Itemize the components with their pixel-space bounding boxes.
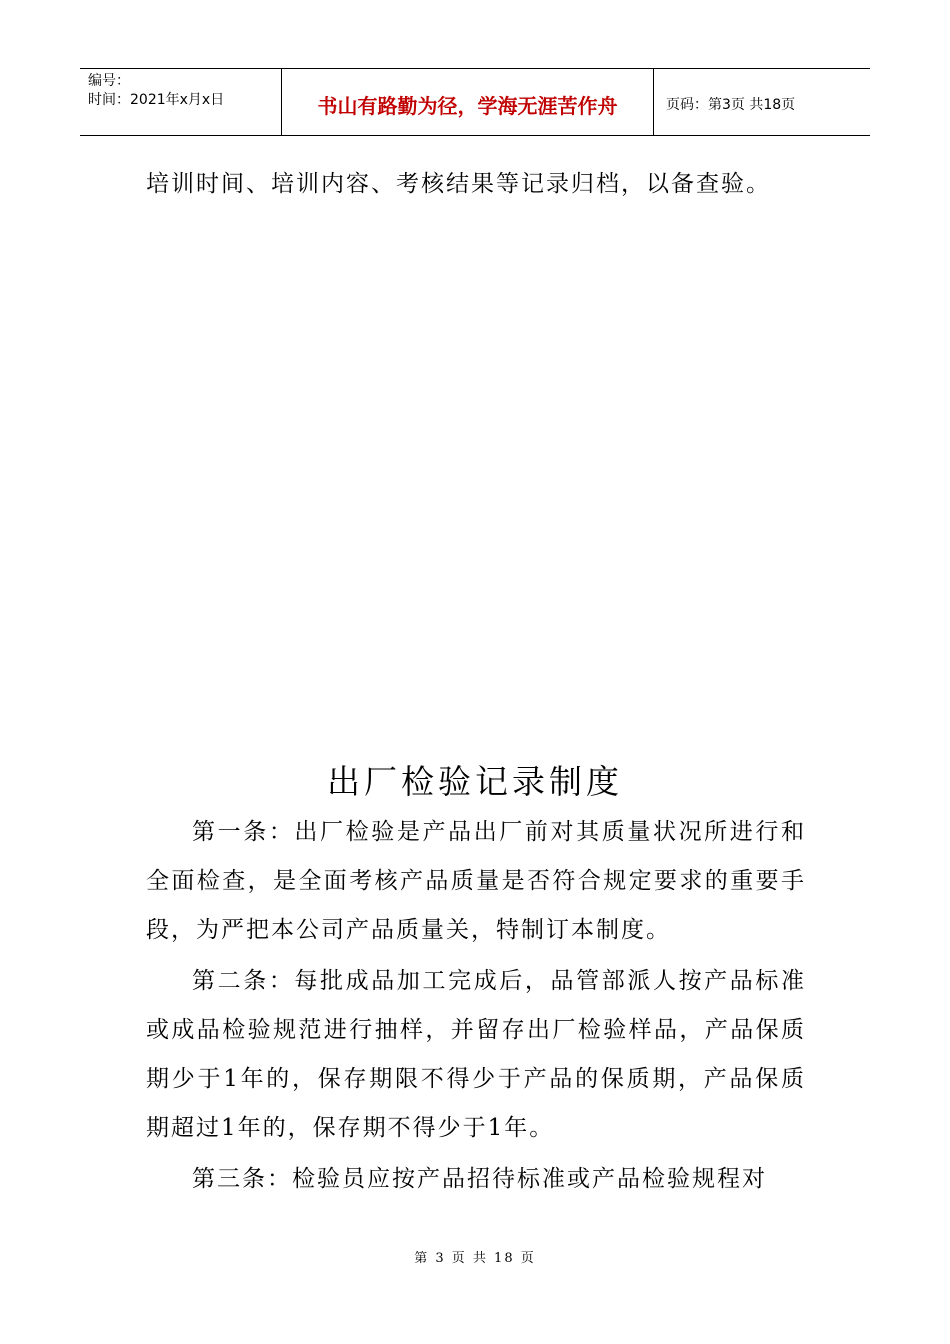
article-2: 第二条：每批成品加工完成后，品管部派人按产品标准或成品检验规范进行抽样，并留存出厂检验样品，产品保质期少于1年的，保存期限不得少于产品的保质期，产品保质期超过1年的，保存期不得少于1年。 <box>146 968 806 1141</box>
page-footer: 第 3 页 共 18 页 <box>414 1251 536 1266</box>
document-header <box>80 68 870 136</box>
number-label: 编号： <box>88 73 130 89</box>
article-3: 第三条：检验员应按产品招待标准或产品检验规程对 <box>192 1166 767 1192</box>
header-slogan: 书山有路勤为径，学海无涯苦作舟 <box>282 69 654 135</box>
intro-paragraph: 培训时间、培训内容、考核结果等记录归档，以备查验。 <box>146 171 771 197</box>
time-label: 时间：2021年x月x日 <box>88 92 225 108</box>
header-page-info: 页码：第3页 共18页 <box>666 97 796 113</box>
section-title: 出厂检验记录制度 <box>327 762 623 801</box>
article-1: 第一条：出厂检验是产品出厂前对其质量状况所进行和全面检查，是全面考核产品质量是否符合规定要求的重要手段，为严把本公司产品质量关，特制订本制度。 <box>146 819 806 943</box>
header-meta-cell <box>80 69 282 135</box>
